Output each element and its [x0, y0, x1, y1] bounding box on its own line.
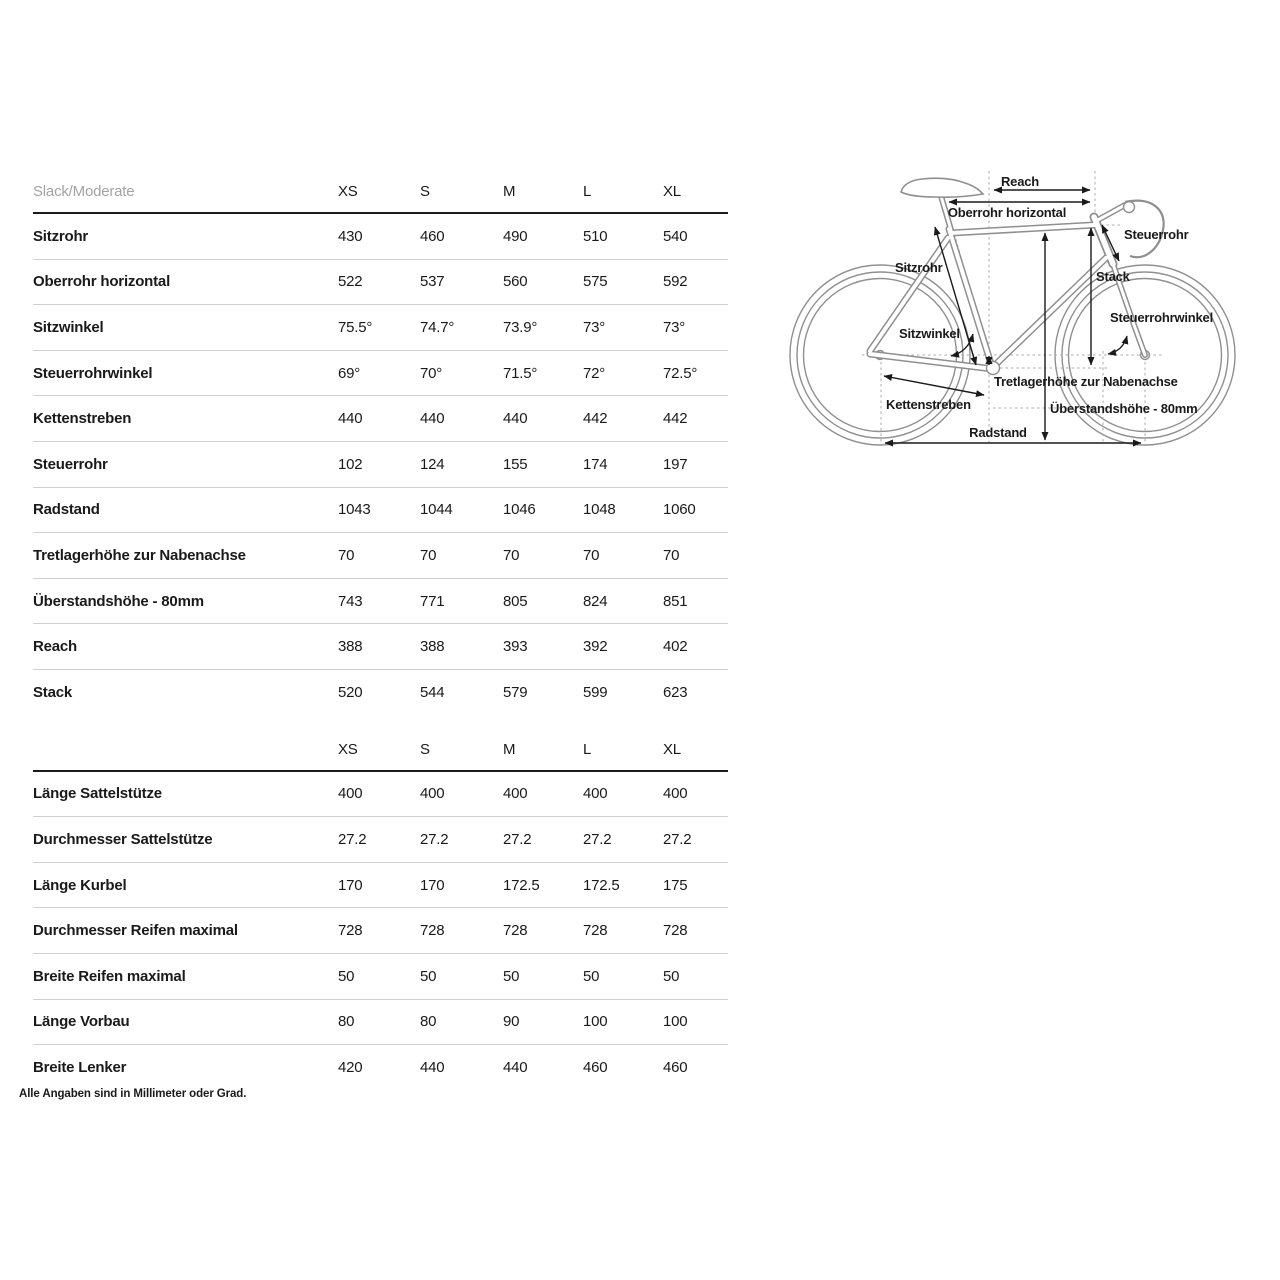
table-row	[33, 260, 728, 306]
row-value: 70	[583, 546, 600, 564]
row-value: 440	[420, 1058, 445, 1076]
row-value: 75.5°	[338, 318, 373, 336]
geometry-table	[33, 171, 728, 1090]
row-value: 522	[338, 273, 363, 291]
row-label: Oberrohr horizontal	[33, 273, 171, 291]
row-value: 728	[663, 922, 688, 940]
row-value: 175	[663, 876, 688, 894]
row-value: 170	[420, 876, 445, 894]
diagram-label-steuerrohrwinkel: Steuerrohrwinkel	[1110, 310, 1213, 325]
diagram-label-radstand: Radstand	[969, 425, 1027, 440]
row-label: Radstand	[33, 501, 100, 519]
row-value: 537	[420, 273, 445, 291]
diagram-label-sitzrohr: Sitzrohr	[895, 260, 943, 275]
column-header-l: L	[583, 183, 592, 200]
diagram-label-sitzwinkel: Sitzwinkel	[899, 326, 960, 341]
row-value: 70	[338, 546, 355, 564]
diagram-labels	[886, 174, 1213, 440]
row-value: 80	[338, 1013, 355, 1031]
row-label: Steuerrohrwinkel	[33, 364, 153, 382]
row-value: 771	[420, 592, 445, 610]
table-row	[33, 1000, 728, 1046]
row-value: 197	[663, 455, 688, 473]
bike-diagram-svg	[788, 165, 1270, 457]
table-row	[33, 442, 728, 488]
row-value: 1046	[503, 501, 536, 519]
row-value: 728	[420, 922, 445, 940]
row-value: 124	[420, 455, 445, 473]
table-body-components	[33, 772, 728, 1090]
row-value: 70	[503, 546, 520, 564]
table-row	[33, 624, 728, 670]
table-row	[33, 772, 728, 818]
table-row	[33, 396, 728, 442]
diagram-label-kettenstreben: Kettenstreben	[886, 397, 971, 412]
diagram-label-ueberstandshoehe: Überstandshöhe - 80mm	[1050, 401, 1198, 416]
row-label: Reach	[33, 638, 78, 656]
row-value: 388	[338, 638, 363, 656]
row-value: 442	[663, 410, 688, 428]
column-header-xl: XL	[663, 183, 681, 200]
row-value: 442	[583, 410, 608, 428]
row-value: 74.7°	[420, 318, 455, 336]
row-value: 440	[420, 410, 445, 428]
row-value: 392	[583, 638, 608, 656]
row-value: 460	[420, 227, 445, 245]
table-row	[33, 863, 728, 909]
row-value: 80	[420, 1013, 437, 1031]
row-value: 27.2	[420, 830, 449, 848]
row-value: 174	[583, 455, 608, 473]
row-value: 170	[338, 876, 363, 894]
row-value: 172.5	[503, 876, 540, 894]
row-label: Stack	[33, 683, 73, 701]
row-label: Tretlagerhöhe zur Nabenachse	[33, 546, 246, 564]
row-value: 510	[583, 227, 608, 245]
row-value: 728	[338, 922, 363, 940]
row-label: Überstandshöhe - 80mm	[33, 592, 204, 610]
saddle	[901, 178, 983, 197]
row-value: 460	[663, 1058, 688, 1076]
row-value: 400	[583, 785, 608, 803]
column-header-xl-2: XL	[663, 740, 681, 758]
table-row	[33, 533, 728, 579]
row-value: 172.5	[583, 876, 620, 894]
row-value: 72.5°	[663, 364, 698, 382]
row-value: 70	[663, 546, 680, 564]
row-value: 402	[663, 638, 688, 656]
table-row	[33, 670, 728, 715]
row-value: 575	[583, 273, 608, 291]
row-label: Durchmesser Reifen maximal	[33, 922, 238, 940]
row-value: 579	[503, 683, 528, 701]
row-value: 155	[503, 455, 528, 473]
row-value: 50	[420, 967, 437, 985]
row-value: 393	[503, 638, 528, 656]
row-value: 592	[663, 273, 688, 291]
table-section-title: Slack/Moderate	[33, 183, 135, 200]
row-value: 540	[663, 227, 688, 245]
column-header-s: S	[420, 183, 430, 200]
row-value: 490	[503, 227, 528, 245]
row-value: 440	[503, 410, 528, 428]
row-value: 728	[503, 922, 528, 940]
row-value: 743	[338, 592, 363, 610]
row-value: 400	[663, 785, 688, 803]
table-row	[33, 954, 728, 1000]
row-value: 102	[338, 455, 363, 473]
row-value: 100	[583, 1013, 608, 1031]
table-header-row-2	[33, 729, 728, 772]
table-row	[33, 305, 728, 351]
row-value: 71.5°	[503, 364, 538, 382]
column-header-s-2: S	[420, 740, 430, 758]
table-header-row-1	[33, 171, 728, 214]
column-header-l-2: L	[583, 740, 592, 758]
row-value: 90	[503, 1013, 520, 1031]
row-value: 599	[583, 683, 608, 701]
table-row	[33, 1045, 728, 1090]
column-header-m: M	[503, 183, 516, 200]
column-header-m-2: M	[503, 740, 516, 758]
row-value: 388	[420, 638, 445, 656]
row-label: Länge Kurbel	[33, 876, 127, 894]
table-row	[33, 488, 728, 534]
row-value: 430	[338, 227, 363, 245]
row-value: 440	[503, 1058, 528, 1076]
row-value: 1044	[420, 501, 453, 519]
row-label: Länge Sattelstütze	[33, 785, 162, 803]
table-body-geometry	[33, 214, 728, 715]
row-value: 1060	[663, 501, 696, 519]
row-value: 824	[583, 592, 608, 610]
row-value: 70	[420, 546, 437, 564]
row-value: 73°	[663, 318, 686, 336]
column-header-xs-2: XS	[338, 740, 358, 758]
row-label: Länge Vorbau	[33, 1013, 130, 1031]
row-value: 560	[503, 273, 528, 291]
table-row	[33, 579, 728, 625]
row-label: Sitzwinkel	[33, 318, 104, 336]
units-footnote: Alle Angaben sind in Millimeter oder Grad.	[19, 1088, 247, 1100]
row-value: 420	[338, 1058, 363, 1076]
row-value: 27.2	[503, 830, 532, 848]
row-value: 100	[663, 1013, 688, 1031]
diagram-label-tretlagerhoehe: Tretlagerhöhe zur Nabenachse	[994, 374, 1178, 389]
row-value: 400	[420, 785, 445, 803]
row-value: 623	[663, 683, 688, 701]
row-value: 70°	[420, 364, 443, 382]
row-value: 27.2	[338, 830, 367, 848]
diagram-label-reach: Reach	[1000, 174, 1040, 189]
row-label: Steuerrohr	[33, 455, 108, 473]
row-value: 50	[503, 967, 520, 985]
row-value: 73.9°	[503, 318, 538, 336]
row-value: 520	[338, 683, 363, 701]
row-value: 460	[583, 1058, 608, 1076]
row-value: 1043	[338, 501, 371, 519]
row-value: 27.2	[663, 830, 692, 848]
diagram-label-steuerrohr: Steuerrohr	[1124, 227, 1189, 242]
table-row	[33, 908, 728, 954]
row-value: 1048	[583, 501, 616, 519]
row-label: Sitzrohr	[33, 227, 89, 245]
diagram-label-oberrohr: Oberrohr horizontal	[947, 205, 1067, 220]
row-value: 544	[420, 683, 445, 701]
row-value: 805	[503, 592, 528, 610]
row-value: 69°	[338, 364, 361, 382]
stem-clamp	[1124, 202, 1135, 213]
table-row	[33, 351, 728, 397]
bike-geometry-diagram	[788, 165, 1270, 457]
row-value: 50	[583, 967, 600, 985]
row-value: 73°	[583, 318, 606, 336]
row-value: 400	[503, 785, 528, 803]
row-value: 400	[338, 785, 363, 803]
row-value: 50	[338, 967, 355, 985]
section-spacer	[33, 715, 728, 729]
row-value: 440	[338, 410, 363, 428]
row-value: 50	[663, 967, 680, 985]
table-row	[33, 817, 728, 863]
column-header-xs: XS	[338, 183, 358, 200]
row-value: 851	[663, 592, 688, 610]
row-value: 72°	[583, 364, 606, 382]
diagram-label-stack: Stack	[1096, 269, 1130, 284]
table-row	[33, 214, 728, 260]
row-label: Breite Reifen maximal	[33, 967, 186, 985]
row-label: Kettenstreben	[33, 410, 132, 428]
row-label: Breite Lenker	[33, 1058, 127, 1076]
row-value: 728	[583, 922, 608, 940]
row-value: 27.2	[583, 830, 612, 848]
row-label: Durchmesser Sattelstütze	[33, 830, 213, 848]
